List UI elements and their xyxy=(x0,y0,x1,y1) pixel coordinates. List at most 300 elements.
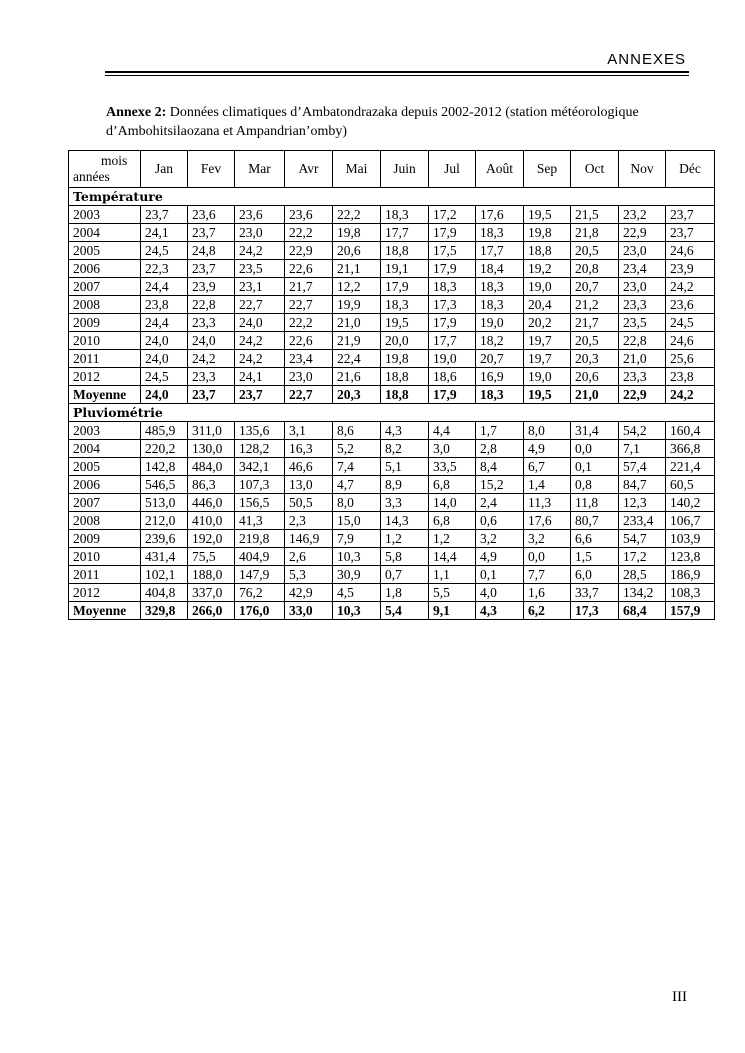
value-cell: 6,7 xyxy=(524,458,571,476)
table-row xyxy=(69,530,715,548)
value-cell: 157,9 xyxy=(666,602,715,620)
value-cell: 19,8 xyxy=(333,224,381,242)
value-cell: 19,9 xyxy=(333,296,381,314)
value-cell: 24,5 xyxy=(141,368,188,386)
value-cell: 18,8 xyxy=(381,242,429,260)
value-cell: 6,8 xyxy=(429,476,476,494)
value-cell: 220,2 xyxy=(141,440,188,458)
year-cell: 2008 xyxy=(69,512,141,530)
table-caption xyxy=(106,103,696,141)
value-cell: 2,8 xyxy=(476,440,524,458)
value-cell: 239,6 xyxy=(141,530,188,548)
value-cell: 3,2 xyxy=(476,530,524,548)
value-cell: 21,0 xyxy=(333,314,381,332)
value-cell: 21,2 xyxy=(571,296,619,314)
value-cell: 84,7 xyxy=(619,476,666,494)
value-cell: 20,5 xyxy=(571,332,619,350)
value-cell: 140,2 xyxy=(666,494,715,512)
value-cell: 14,3 xyxy=(381,512,429,530)
value-cell: 10,3 xyxy=(333,602,381,620)
value-cell: 23,5 xyxy=(235,260,285,278)
value-cell: 17,5 xyxy=(429,242,476,260)
average-row xyxy=(69,602,715,620)
value-cell: 17,7 xyxy=(381,224,429,242)
header-rule-thin xyxy=(105,75,689,76)
value-cell: 4,4 xyxy=(429,422,476,440)
corner-header-cell xyxy=(69,151,141,188)
value-cell: 33,7 xyxy=(571,584,619,602)
value-cell: 146,9 xyxy=(285,530,333,548)
climate-data-table xyxy=(68,150,715,620)
header-rule-thick xyxy=(105,71,689,73)
value-cell: 12,2 xyxy=(333,278,381,296)
value-cell: 24,0 xyxy=(188,332,235,350)
value-cell: 23,9 xyxy=(666,260,715,278)
value-cell: 7,9 xyxy=(333,530,381,548)
value-cell: 20,7 xyxy=(476,350,524,368)
value-cell: 22,3 xyxy=(141,260,188,278)
table-row xyxy=(69,296,715,314)
value-cell: 23,6 xyxy=(666,296,715,314)
corner-months-label: mois xyxy=(101,153,128,168)
value-cell: 17,3 xyxy=(429,296,476,314)
value-cell: 19,5 xyxy=(524,386,571,404)
value-cell: 21,1 xyxy=(333,260,381,278)
year-cell: 2006 xyxy=(69,476,141,494)
value-cell: 22,2 xyxy=(333,206,381,224)
value-cell: 23,9 xyxy=(188,278,235,296)
value-cell: 68,4 xyxy=(619,602,666,620)
value-cell: 2,6 xyxy=(285,548,333,566)
value-cell: 21,8 xyxy=(571,224,619,242)
average-label-cell: Moyenne xyxy=(69,386,141,404)
value-cell: 17,9 xyxy=(429,224,476,242)
value-cell: 23,3 xyxy=(188,368,235,386)
year-cell: 2005 xyxy=(69,242,141,260)
value-cell: 23,4 xyxy=(285,350,333,368)
value-cell: 6,6 xyxy=(571,530,619,548)
value-cell: 23,0 xyxy=(285,368,333,386)
value-cell: 18,6 xyxy=(429,368,476,386)
value-cell: 5,1 xyxy=(381,458,429,476)
table-row xyxy=(69,278,715,296)
value-cell: 18,3 xyxy=(476,224,524,242)
value-cell: 1,8 xyxy=(381,584,429,602)
value-cell: 192,0 xyxy=(188,530,235,548)
table-row xyxy=(69,440,715,458)
table-row xyxy=(69,332,715,350)
value-cell: 21,0 xyxy=(619,350,666,368)
value-cell: 4,9 xyxy=(476,548,524,566)
value-cell: 23,7 xyxy=(235,386,285,404)
value-cell: 24,0 xyxy=(141,332,188,350)
value-cell: 20,3 xyxy=(333,386,381,404)
year-cell: 2010 xyxy=(69,548,141,566)
value-cell: 16,9 xyxy=(476,368,524,386)
value-cell: 23,6 xyxy=(235,206,285,224)
table-row xyxy=(69,548,715,566)
average-label-cell: Moyenne xyxy=(69,602,141,620)
table-row xyxy=(69,314,715,332)
value-cell: 6,0 xyxy=(571,566,619,584)
month-header-9: Oct xyxy=(571,151,619,188)
value-cell: 23,5 xyxy=(619,314,666,332)
value-cell: 13,0 xyxy=(285,476,333,494)
table-row xyxy=(69,260,715,278)
value-cell: 23,8 xyxy=(141,296,188,314)
value-cell: 14,0 xyxy=(429,494,476,512)
value-cell: 18,8 xyxy=(381,386,429,404)
value-cell: 5,3 xyxy=(285,566,333,584)
value-cell: 24,5 xyxy=(141,242,188,260)
table-row xyxy=(69,368,715,386)
table-header-row xyxy=(69,151,715,188)
value-cell: 17,3 xyxy=(571,602,619,620)
value-cell: 4,3 xyxy=(476,602,524,620)
value-cell: 23,7 xyxy=(666,206,715,224)
value-cell: 42,9 xyxy=(285,584,333,602)
table-row xyxy=(69,494,715,512)
value-cell: 20,8 xyxy=(571,260,619,278)
value-cell: 46,6 xyxy=(285,458,333,476)
value-cell: 24,0 xyxy=(141,350,188,368)
year-cell: 2010 xyxy=(69,332,141,350)
value-cell: 9,1 xyxy=(429,602,476,620)
month-header-5: Juin xyxy=(381,151,429,188)
year-cell: 2008 xyxy=(69,296,141,314)
value-cell: 8,9 xyxy=(381,476,429,494)
value-cell: 23,1 xyxy=(235,278,285,296)
value-cell: 24,2 xyxy=(666,386,715,404)
value-cell: 18,3 xyxy=(476,278,524,296)
value-cell: 3,1 xyxy=(285,422,333,440)
value-cell: 20,4 xyxy=(524,296,571,314)
section-header-title: ANNEXES xyxy=(607,51,686,68)
year-cell: 2012 xyxy=(69,368,141,386)
value-cell: 17,9 xyxy=(429,260,476,278)
value-cell: 342,1 xyxy=(235,458,285,476)
value-cell: 1,1 xyxy=(429,566,476,584)
caption-label: Annexe 2: xyxy=(106,105,167,120)
value-cell: 19,0 xyxy=(524,368,571,386)
value-cell: 50,5 xyxy=(285,494,333,512)
value-cell: 142,8 xyxy=(141,458,188,476)
value-cell: 0,8 xyxy=(571,476,619,494)
value-cell: 24,8 xyxy=(188,242,235,260)
value-cell: 8,2 xyxy=(381,440,429,458)
value-cell: 31,4 xyxy=(571,422,619,440)
value-cell: 17,7 xyxy=(429,332,476,350)
value-cell: 24,6 xyxy=(666,242,715,260)
table-row xyxy=(69,242,715,260)
value-cell: 11,3 xyxy=(524,494,571,512)
value-cell: 80,7 xyxy=(571,512,619,530)
value-cell: 546,5 xyxy=(141,476,188,494)
value-cell: 25,6 xyxy=(666,350,715,368)
value-cell: 24,1 xyxy=(235,368,285,386)
value-cell: 20,6 xyxy=(333,242,381,260)
value-cell: 28,5 xyxy=(619,566,666,584)
month-header-11: Déc xyxy=(666,151,715,188)
value-cell: 160,4 xyxy=(666,422,715,440)
value-cell: 8,0 xyxy=(333,494,381,512)
value-cell: 134,2 xyxy=(619,584,666,602)
page-number: III xyxy=(672,989,687,1005)
value-cell: 4,7 xyxy=(333,476,381,494)
value-cell: 233,4 xyxy=(619,512,666,530)
value-cell: 19,0 xyxy=(476,314,524,332)
value-cell: 20,6 xyxy=(571,368,619,386)
value-cell: 108,3 xyxy=(666,584,715,602)
value-cell: 54,7 xyxy=(619,530,666,548)
value-cell: 30,9 xyxy=(333,566,381,584)
value-cell: 107,3 xyxy=(235,476,285,494)
value-cell: 23,3 xyxy=(188,314,235,332)
value-cell: 33,5 xyxy=(429,458,476,476)
value-cell: 5,2 xyxy=(333,440,381,458)
table-body xyxy=(69,188,715,620)
value-cell: 22,9 xyxy=(619,224,666,242)
value-cell: 19,0 xyxy=(429,350,476,368)
value-cell: 1,2 xyxy=(429,530,476,548)
value-cell: 17,6 xyxy=(476,206,524,224)
value-cell: 23,2 xyxy=(619,206,666,224)
value-cell: 19,7 xyxy=(524,350,571,368)
table-row xyxy=(69,350,715,368)
value-cell: 75,5 xyxy=(188,548,235,566)
value-cell: 22,6 xyxy=(285,260,333,278)
value-cell: 2,3 xyxy=(285,512,333,530)
year-cell: 2011 xyxy=(69,566,141,584)
value-cell: 102,1 xyxy=(141,566,188,584)
value-cell: 24,5 xyxy=(666,314,715,332)
value-cell: 17,9 xyxy=(429,386,476,404)
table-row xyxy=(69,584,715,602)
value-cell: 23,7 xyxy=(141,206,188,224)
value-cell: 24,0 xyxy=(235,314,285,332)
value-cell: 446,0 xyxy=(188,494,235,512)
value-cell: 431,4 xyxy=(141,548,188,566)
value-cell: 24,6 xyxy=(666,332,715,350)
value-cell: 23,3 xyxy=(619,368,666,386)
year-cell: 2012 xyxy=(69,584,141,602)
value-cell: 19,8 xyxy=(381,350,429,368)
month-header-10: Nov xyxy=(619,151,666,188)
year-cell: 2003 xyxy=(69,422,141,440)
value-cell: 23,0 xyxy=(619,278,666,296)
value-cell: 22,8 xyxy=(188,296,235,314)
section-title: Température xyxy=(69,188,715,206)
value-cell: 2,4 xyxy=(476,494,524,512)
value-cell: 23,0 xyxy=(619,242,666,260)
value-cell: 3,0 xyxy=(429,440,476,458)
value-cell: 0,1 xyxy=(571,458,619,476)
value-cell: 18,3 xyxy=(476,386,524,404)
value-cell: 22,2 xyxy=(285,224,333,242)
value-cell: 410,0 xyxy=(188,512,235,530)
value-cell: 22,7 xyxy=(285,296,333,314)
value-cell: 57,4 xyxy=(619,458,666,476)
value-cell: 188,0 xyxy=(188,566,235,584)
month-header-0: Jan xyxy=(141,151,188,188)
value-cell: 1,4 xyxy=(524,476,571,494)
value-cell: 20,5 xyxy=(571,242,619,260)
value-cell: 24,2 xyxy=(235,350,285,368)
value-cell: 4,3 xyxy=(381,422,429,440)
value-cell: 23,6 xyxy=(285,206,333,224)
value-cell: 22,7 xyxy=(235,296,285,314)
value-cell: 19,1 xyxy=(381,260,429,278)
value-cell: 19,8 xyxy=(524,224,571,242)
value-cell: 41,3 xyxy=(235,512,285,530)
value-cell: 19,7 xyxy=(524,332,571,350)
value-cell: 10,3 xyxy=(333,548,381,566)
value-cell: 18,2 xyxy=(476,332,524,350)
value-cell: 135,6 xyxy=(235,422,285,440)
value-cell: 23,7 xyxy=(188,260,235,278)
value-cell: 18,8 xyxy=(381,368,429,386)
year-cell: 2007 xyxy=(69,494,141,512)
value-cell: 18,3 xyxy=(476,296,524,314)
year-cell: 2007 xyxy=(69,278,141,296)
value-cell: 23,7 xyxy=(666,224,715,242)
value-cell: 23,3 xyxy=(619,296,666,314)
value-cell: 5,4 xyxy=(381,602,429,620)
value-cell: 484,0 xyxy=(188,458,235,476)
value-cell: 24,4 xyxy=(141,278,188,296)
value-cell: 24,2 xyxy=(235,332,285,350)
value-cell: 212,0 xyxy=(141,512,188,530)
value-cell: 21,7 xyxy=(285,278,333,296)
value-cell: 24,2 xyxy=(666,278,715,296)
month-header-6: Jul xyxy=(429,151,476,188)
value-cell: 0,0 xyxy=(571,440,619,458)
value-cell: 8,0 xyxy=(524,422,571,440)
value-cell: 16,3 xyxy=(285,440,333,458)
month-header-7: Août xyxy=(476,151,524,188)
value-cell: 15,0 xyxy=(333,512,381,530)
value-cell: 20,2 xyxy=(524,314,571,332)
value-cell: 1,7 xyxy=(476,422,524,440)
value-cell: 147,9 xyxy=(235,566,285,584)
value-cell: 6,8 xyxy=(429,512,476,530)
value-cell: 22,6 xyxy=(285,332,333,350)
value-cell: 18,4 xyxy=(476,260,524,278)
year-cell: 2005 xyxy=(69,458,141,476)
value-cell: 0,0 xyxy=(524,548,571,566)
value-cell: 130,0 xyxy=(188,440,235,458)
value-cell: 219,8 xyxy=(235,530,285,548)
value-cell: 5,8 xyxy=(381,548,429,566)
value-cell: 18,3 xyxy=(381,296,429,314)
value-cell: 123,8 xyxy=(666,548,715,566)
value-cell: 128,2 xyxy=(235,440,285,458)
value-cell: 76,2 xyxy=(235,584,285,602)
year-cell: 2003 xyxy=(69,206,141,224)
month-header-3: Avr xyxy=(285,151,333,188)
value-cell: 23,8 xyxy=(666,368,715,386)
value-cell: 366,8 xyxy=(666,440,715,458)
value-cell: 14,4 xyxy=(429,548,476,566)
value-cell: 106,7 xyxy=(666,512,715,530)
value-cell: 23,4 xyxy=(619,260,666,278)
value-cell: 21,7 xyxy=(571,314,619,332)
month-header-4: Mai xyxy=(333,151,381,188)
value-cell: 7,1 xyxy=(619,440,666,458)
value-cell: 17,2 xyxy=(619,548,666,566)
value-cell: 11,8 xyxy=(571,494,619,512)
value-cell: 24,2 xyxy=(188,350,235,368)
value-cell: 33,0 xyxy=(285,602,333,620)
value-cell: 23,7 xyxy=(188,224,235,242)
value-cell: 186,9 xyxy=(666,566,715,584)
value-cell: 5,5 xyxy=(429,584,476,602)
table-row xyxy=(69,512,715,530)
year-cell: 2006 xyxy=(69,260,141,278)
value-cell: 7,7 xyxy=(524,566,571,584)
value-cell: 24,2 xyxy=(235,242,285,260)
value-cell: 18,8 xyxy=(524,242,571,260)
table-row xyxy=(69,476,715,494)
value-cell: 4,5 xyxy=(333,584,381,602)
section-title-row xyxy=(69,404,715,422)
value-cell: 21,9 xyxy=(333,332,381,350)
value-cell: 3,3 xyxy=(381,494,429,512)
value-cell: 22,2 xyxy=(285,314,333,332)
value-cell: 23,6 xyxy=(188,206,235,224)
value-cell: 22,8 xyxy=(619,332,666,350)
value-cell: 17,9 xyxy=(429,314,476,332)
value-cell: 4,0 xyxy=(476,584,524,602)
value-cell: 86,3 xyxy=(188,476,235,494)
value-cell: 156,5 xyxy=(235,494,285,512)
value-cell: 1,2 xyxy=(381,530,429,548)
value-cell: 329,8 xyxy=(141,602,188,620)
value-cell: 20,3 xyxy=(571,350,619,368)
value-cell: 221,4 xyxy=(666,458,715,476)
month-header-8: Sep xyxy=(524,151,571,188)
value-cell: 54,2 xyxy=(619,422,666,440)
year-cell: 2004 xyxy=(69,440,141,458)
value-cell: 7,4 xyxy=(333,458,381,476)
value-cell: 266,0 xyxy=(188,602,235,620)
value-cell: 23,0 xyxy=(235,224,285,242)
value-cell: 20,0 xyxy=(381,332,429,350)
value-cell: 18,3 xyxy=(381,206,429,224)
value-cell: 17,2 xyxy=(429,206,476,224)
year-cell: 2009 xyxy=(69,314,141,332)
table-row xyxy=(69,422,715,440)
table-row xyxy=(69,206,715,224)
value-cell: 22,9 xyxy=(619,386,666,404)
value-cell: 404,9 xyxy=(235,548,285,566)
value-cell: 17,9 xyxy=(381,278,429,296)
year-cell: 2009 xyxy=(69,530,141,548)
value-cell: 21,6 xyxy=(333,368,381,386)
value-cell: 513,0 xyxy=(141,494,188,512)
value-cell: 1,5 xyxy=(571,548,619,566)
value-cell: 8,4 xyxy=(476,458,524,476)
table-row xyxy=(69,458,715,476)
value-cell: 19,0 xyxy=(524,278,571,296)
value-cell: 22,4 xyxy=(333,350,381,368)
value-cell: 24,0 xyxy=(141,386,188,404)
value-cell: 18,3 xyxy=(429,278,476,296)
value-cell: 20,7 xyxy=(571,278,619,296)
value-cell: 23,7 xyxy=(188,386,235,404)
value-cell: 103,9 xyxy=(666,530,715,548)
value-cell: 404,8 xyxy=(141,584,188,602)
